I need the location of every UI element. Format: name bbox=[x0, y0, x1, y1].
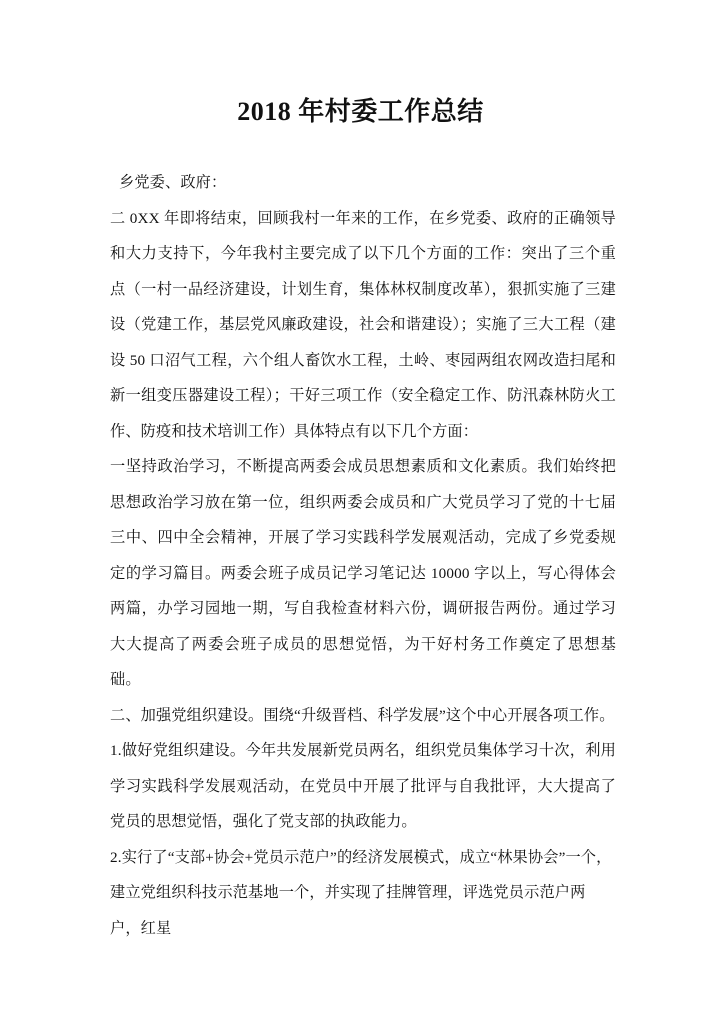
paragraph-section-two: 二、加强党组织建设。围绕“升级晋档、科学发展”这个中心开展各项工作。 bbox=[110, 706, 615, 724]
document-body bbox=[110, 165, 616, 946]
paragraph-item-2: 2.实行了“支部+协会+党员示范户”的经济发展模式，成立“林果协会”一个，建立党组织科技示范基地一个，并实现了挂牌管理，评选党员示范户两户，红星 bbox=[110, 848, 612, 937]
page-title: 2018 年村委工作总结 bbox=[237, 97, 484, 127]
paragraph-intro: 二 0XX 年即将结束，回顾我村一年来的工作，在乡党委、政府的正确领导和大力支持下，今年我村主要完成了以下几个方面的工作：突出了三个重点（一村一品经济建设，计划生育，集体林权制度改革），狠抓实施了三建设（党建工作，基层党风廉政建设，社会和谐建设）；实施了三大工程（建设 50 口沼气工程，六个组人畜饮水工程，土岭、枣园两组农网改造扫尾和新一组变压器建设工程）；干好三项工作（安全稳定工作、防汛森林防火工作、防疫和技术培训工作）具体特点有以下几个方面： bbox=[110, 209, 616, 440]
paragraph-item-1: 1.做好党组织建设。今年共发展新党员两名，组织党员集体学习十次，利用学习实践科学发展观活动，在党员中开展了批评与自我批评，大大提高了党员的思想觉悟，强化了党支部的执政能力。 bbox=[110, 742, 616, 830]
paragraph-section-one: 一坚持政治学习，不断提高两委会成员思想素质和文化素质。我们始终把思想政治学习放在第一位，组织两委会成员和广大党员学习了党的十七届三中、四中全会精神，开展了学习实践科学发展观活动，完成了乡党委规定的学习篇目。两委会班子成员记学习笔记达 10000 字以上，写心得体会两篇，办学习园地一期，写自我检查材料六份，调研报告两份。通过学习大大提高了两委会班子成员的思想觉悟，为干好村务工作奠定了思想基础。 bbox=[110, 458, 616, 688]
paragraph-salutation: 乡党委、政府： bbox=[119, 174, 227, 191]
